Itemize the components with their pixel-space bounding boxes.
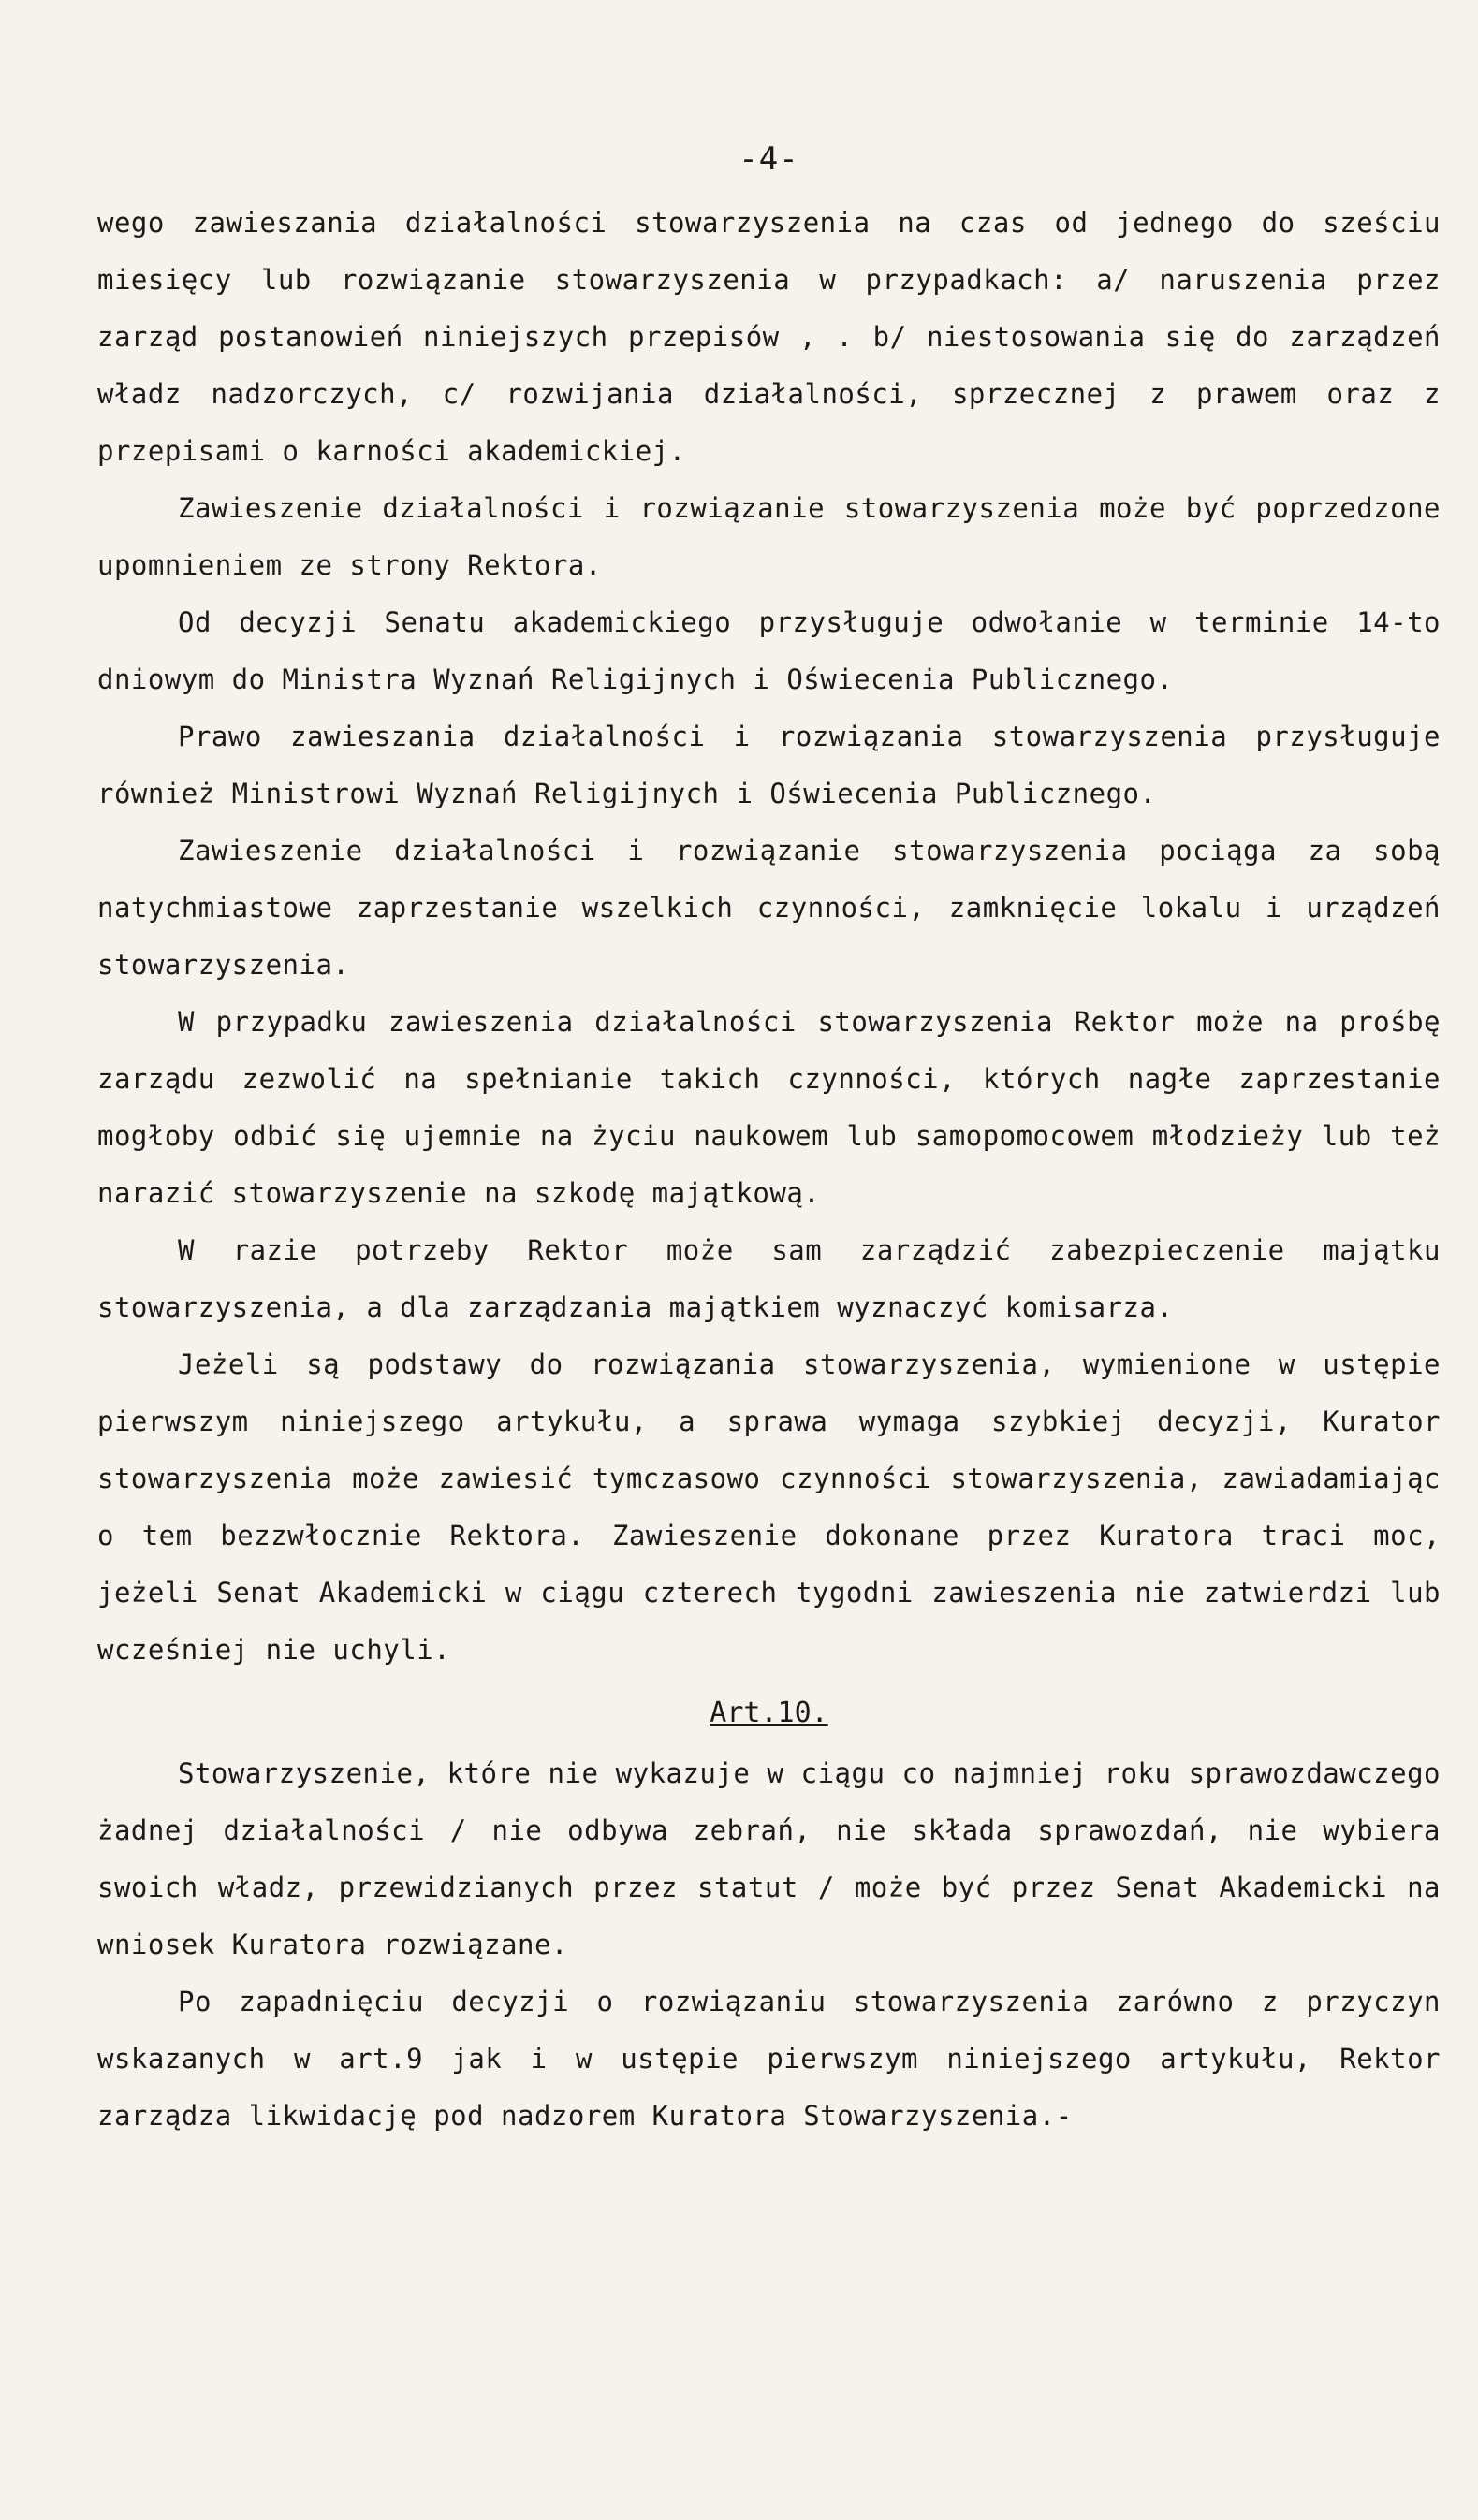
- article-heading: Art.10.: [710, 1697, 828, 1729]
- paragraph-4: Prawo zawieszania działalności i rozwiązania stowarzyszenia przysługuje również Ministrowi Wyznań Religijnych i Oświecenia Publicznego.: [97, 721, 1441, 809]
- page-number: -4-: [739, 140, 799, 178]
- paragraph-3: Od decyzji Senatu akademickiego przysługuje odwołanie w terminie 14-to dniowym do Ministra Wyznań Religijnych i Oświecenia Publicznego.: [97, 606, 1441, 695]
- paragraph-5: Zawieszenie działalności i rozwiązanie stowarzyszenia pociąga za sobą natychmiastowe zaprzestanie wszelkich czynności, zamknięcie lokalu i urządzeń stowarzyszenia.: [97, 835, 1441, 981]
- paragraph-1: wego zawieszania działalności stowarzyszenia na czas od jednego do sześciu miesięcy lub rozwiązanie stowarzyszenia w przypadkach: a/ naruszenia przez zarząd postanowień niniejszych przepisów , . b/ niestosowania się do zarządzeń władz nadzorczych, c/ rozwijania działalności, sprzecznej z prawem oraz z przepisami o karności akademickiej.: [97, 207, 1441, 467]
- paragraph-6: W przypadku zawieszenia działalności stowarzyszenia Rektor może na prośbę zarządu zezwolić na spełnianie takich czynności, których nagłe zaprzestanie mogłoby odbić się ujemnie na życiu naukowem lub samopomocowem młodzieży lub też narazić stowarzyszenie na szkodę majątkową.: [97, 1006, 1441, 1209]
- paragraph-9: Stowarzyszenie, które nie wykazuje w ciągu co najmniej roku sprawozdawczego żadnej działalności / nie odbywa zebrań, nie składa sprawozdań, nie wybiera swoich władz, przewidzianych przez statut / może być przez Senat Akademicki na wniosek Kuratora rozwiązane.: [97, 1757, 1441, 1960]
- paragraph-7: W razie potrzeby Rektor może sam zarządzić zabezpieczenie majątku stowarzyszenia, a dla zarządzania majątkiem wyznaczyć komisarza.: [97, 1234, 1441, 1323]
- paragraph-10: Po zapadnięciu decyzji o rozwiązaniu stowarzyszenia zarówno z przyczyn wskazanych w art.9 jak i w ustępie pierwszym niniejszego artykułu, Rektor zarządza likwidację pod nadzorem Kuratora Stowarzyszenia.-: [97, 1986, 1441, 2132]
- paragraph-2: Zawieszenie działalności i rozwiązanie stowarzyszenia może być poprzedzone upomnieniem ze strony Rektora.: [97, 492, 1441, 581]
- paragraph-8: Jeżeli są podstawy do rozwiązania stowarzyszenia, wymienione w ustępie pierwszym niniejszego artykułu, a sprawa wymaga szybkiej decyzji, Kurator stowarzyszenia może zawiesić tymczasowo czynności stowarzyszenia, zawiadamiając o tem bezzwłocznie Rektora. Zawieszenie dokonane przez Kuratora traci moc, jeżeli Senat Akademicki w ciągu czterech tygodni zawieszenia nie zatwierdzi lub wcześniej nie uchyli.: [97, 1348, 1441, 1666]
